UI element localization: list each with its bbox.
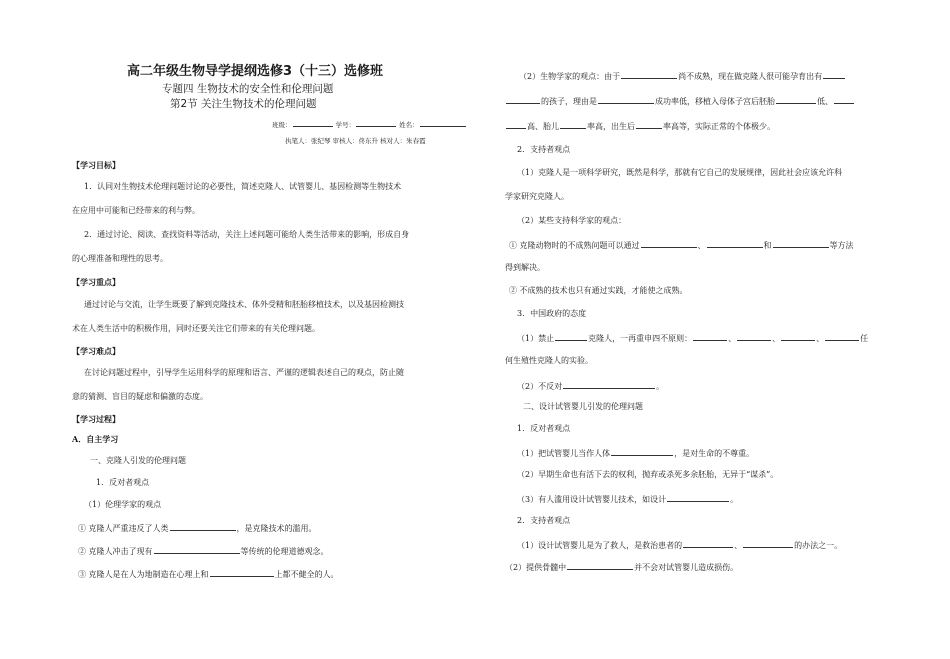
- tt-opponents-heading: 1．反对者观点: [517, 424, 571, 433]
- claim-3-blank[interactable]: [210, 568, 274, 577]
- section-cloning-ethics: 一、克隆人引发的伦理问题: [90, 456, 186, 465]
- claim-1-text-b: ，是克隆技术的滥用。: [236, 524, 317, 533]
- name-blank[interactable]: [420, 118, 466, 127]
- tt-blank-4[interactable]: [743, 539, 793, 548]
- difficulty-line-b: 意的猜测、盲目的疑虑和偏激的态度。: [72, 392, 208, 401]
- claim-2-text-b: 等传统的伦理道德观念。: [240, 547, 329, 556]
- claim-3-text-b: 上都不健全的人。: [274, 570, 339, 579]
- china-ban-line-b: 何生殖性克隆人的实验。: [505, 356, 593, 365]
- biologist-blank-3[interactable]: [506, 95, 540, 104]
- class-blank[interactable]: [293, 118, 333, 127]
- self-study-heading: A．自主学习: [72, 434, 119, 444]
- tt-oppose-3-text-b: 。: [730, 495, 739, 504]
- tt-oppose-1-text-a: （1）把试管婴儿当作人体: [517, 449, 611, 458]
- practice-line: ② 不成熟的技术也只有通过实践，才能使之成熟。: [509, 286, 688, 295]
- biologist-text-e: 低、: [817, 97, 833, 106]
- claim-2-blank[interactable]: [154, 545, 240, 554]
- method-text-a: ① 克隆动物时的不成熟问题可以通过: [509, 241, 640, 250]
- key-line-b: 术在人类生活中的积极作用，同时还要关注它们带来的有关伦理问题。: [72, 324, 320, 333]
- tt-support-1-text-c: 的办法之一。: [794, 541, 843, 550]
- id-label: 学号：: [335, 121, 356, 129]
- method-text-b: 、: [697, 241, 706, 250]
- china-blank-6[interactable]: [563, 380, 655, 389]
- biologist-text-d: 成功率低，移植入母体子宫后胚胎: [655, 97, 775, 106]
- biologist-blank-4[interactable]: [598, 95, 654, 104]
- biologist-text-c: 的孩子，理由是: [541, 97, 597, 106]
- china-no-oppose-text-a: （2）不反对: [517, 382, 563, 391]
- student-info: [272, 118, 467, 130]
- china-blank-3[interactable]: [737, 332, 771, 341]
- claim-1: [78, 522, 317, 534]
- claim-3-text-a: ③ 克隆人是在人为地制造在心理上和: [78, 570, 209, 579]
- tt-oppose-1: [517, 447, 754, 459]
- biologist-blank-9[interactable]: [636, 120, 662, 129]
- china-ban-text-a: （1）禁止: [517, 334, 555, 343]
- biologist-blank-1[interactable]: [621, 70, 677, 79]
- china-ban-text-b: 克隆人，一再重申四不原则：: [588, 334, 693, 343]
- subtitle-section: 第2节 关注生物技术的伦理问题: [170, 98, 317, 110]
- name-label: 姓名：: [399, 121, 419, 129]
- tt-oppose-1-text-b: ，是对生命的不尊重。: [674, 449, 755, 458]
- china-blank-4[interactable]: [781, 332, 815, 341]
- tt-blank-5[interactable]: [567, 561, 633, 570]
- claim-1-text-a: ① 克隆人严重违反了人类: [78, 524, 169, 533]
- tt-oppose-2: （2）早期生命也有活下去的权利，抛弃或杀死多余胚胎，无异于“谋杀”。: [517, 470, 779, 479]
- biologist-text-g: 率高，出生后: [587, 122, 635, 131]
- method-text-c: 和: [763, 241, 772, 250]
- tt-support-2-text-a: （2）提供骨髓中: [505, 563, 567, 572]
- tt-blank-3[interactable]: [683, 539, 733, 548]
- biologist-text-a: （2）生物学家的观点：由于: [519, 72, 621, 81]
- biologist-text-b: 尚不成熟，现在做克隆人很可能孕育出有: [678, 72, 823, 81]
- china-sep-1: 、: [728, 334, 737, 343]
- tt-support-2-text-b: 并不会对试管婴儿造成损伤。: [634, 563, 739, 572]
- china-ban-line: [517, 332, 868, 344]
- claim-2-text-a: ② 克隆人冲击了现有: [78, 547, 153, 556]
- biologist-line-3: [505, 120, 775, 132]
- biologist-text-f: 高、胎儿: [527, 122, 559, 131]
- section-test-tube-ethics: 二、设计试管婴儿引发的伦理问题: [523, 402, 643, 411]
- claim-1-blank[interactable]: [170, 522, 236, 531]
- class-label: 班级：: [272, 121, 292, 129]
- tt-oppose-3-text-a: （3）有人滥用设计试管婴儿技术，如设计: [517, 495, 667, 504]
- tt-oppose-3: [517, 493, 738, 505]
- tt-support-2: [505, 561, 738, 573]
- key-line-a: 通过讨论与交流，让学生既要了解到克隆技术、体外受精和胚胎移植技术，以及基因检测技: [84, 300, 404, 309]
- supporter-point-1-a: （1）克隆人是一项科学研究，既然是科学，那就有它自己的发展规律，因此社会应该允许科: [517, 168, 843, 177]
- tt-support-1-text-b: 、: [734, 541, 743, 550]
- biologist-blank-8[interactable]: [560, 120, 586, 129]
- china-blank-5[interactable]: [825, 332, 859, 341]
- method-text-d: 等方法: [829, 241, 854, 250]
- supporters-heading: 2．支持者观点: [517, 145, 571, 154]
- tt-blank-2[interactable]: [667, 493, 729, 502]
- china-no-oppose: [517, 380, 664, 392]
- method-line-b: 得到解决。: [505, 263, 545, 272]
- tt-blank-1[interactable]: [611, 447, 673, 456]
- method-blank-2[interactable]: [707, 239, 763, 248]
- tt-support-1: [517, 539, 842, 551]
- ethicists-heading: （1）伦理学家的观点: [84, 500, 162, 509]
- method-blank-1[interactable]: [641, 239, 697, 248]
- china-heading: 3．中国政府的态度: [517, 309, 587, 318]
- id-blank[interactable]: [356, 118, 396, 127]
- subtitle-topic: 专题四 生物技术的安全性和伦理问题: [162, 83, 334, 95]
- difficulty-heading: 【学习难点】: [72, 346, 120, 356]
- claim-2: [78, 545, 329, 557]
- biologist-blank-6[interactable]: [834, 95, 854, 104]
- biologist-line-2: [505, 95, 855, 107]
- goal-1-line-b: 在应用中可能和已经带来的利与弊。: [72, 206, 200, 215]
- china-blank-1[interactable]: [555, 332, 587, 341]
- process-heading: 【学习过程】: [72, 414, 120, 424]
- biologist-line-1: [519, 70, 846, 82]
- method-blank-3[interactable]: [773, 239, 829, 248]
- method-line: [509, 239, 854, 251]
- claim-3: [78, 568, 339, 580]
- opponents-heading: 1．反对者观点: [96, 478, 150, 487]
- china-sep-3: 、: [816, 334, 825, 343]
- biologist-blank-5[interactable]: [776, 95, 816, 104]
- china-ban-text-c: 任: [860, 334, 869, 343]
- goal-2-line-b: 的心理准备和理性的思考。: [72, 254, 168, 263]
- biologist-blank-7[interactable]: [506, 120, 526, 129]
- china-no-oppose-text-b: 。: [656, 382, 665, 391]
- supporter-point-2: （2）某些支持科学家的观点：: [517, 216, 627, 225]
- key-heading: 【学习重点】: [72, 277, 120, 287]
- tt-support-1-text-a: （1）设计试管婴儿是为了救人，是救治患者的: [517, 541, 683, 550]
- tt-supporters-heading: 2．支持者观点: [517, 516, 571, 525]
- page-title: 高二年级生物导学提纲选修3（十三）选修班: [127, 64, 384, 79]
- china-sep-2: 、: [772, 334, 781, 343]
- goal-2-line-a: 2．通过讨论、阅读、查找资料等活动，关注上述问题可能给人类生活带来的影响，形成自身: [84, 230, 410, 239]
- authors-line: 执笔人：张纪琴 审核人：佟东升 核对人：朱春霞: [285, 137, 426, 145]
- supporter-point-1-b: 学家研究克隆人。: [505, 192, 569, 201]
- china-blank-2[interactable]: [693, 332, 727, 341]
- difficulty-line-a: 在讨论问题过程中，引导学生运用科学的原理和语言、严谨的逻辑表述自己的观点，防止随: [84, 368, 404, 377]
- biologist-blank-2[interactable]: [823, 70, 845, 79]
- goal-1-line-a: 1．认同对生物技术伦理问题讨论的必要性，简述克隆人、试管婴儿、基因检测等生物技术: [84, 182, 402, 191]
- biologist-text-h: 率高等，实际正常的个体极少。: [663, 122, 775, 131]
- goals-heading: 【学习目标】: [72, 160, 120, 170]
